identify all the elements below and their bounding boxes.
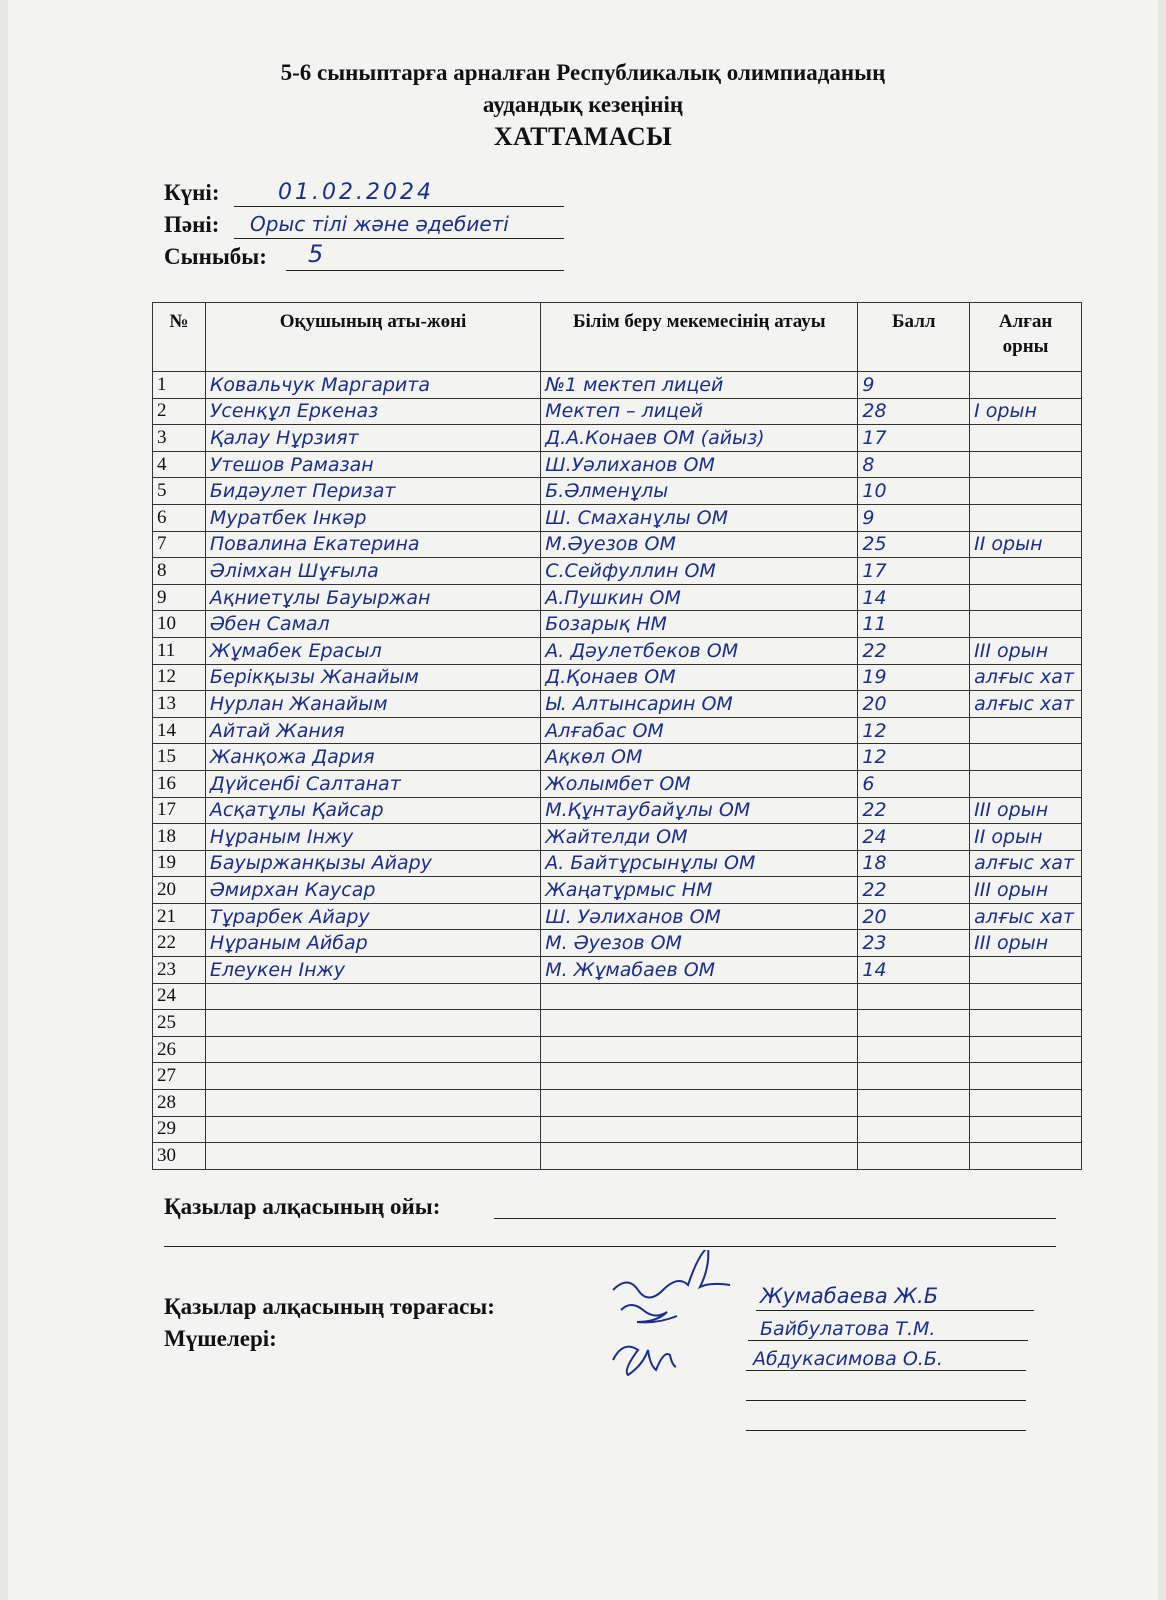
table-row <box>153 1036 1082 1063</box>
student-name: Жанқожа Дария <box>205 744 540 771</box>
student-name: Нұраным Інжу <box>205 824 540 851</box>
place: алғыс хат <box>970 691 1082 718</box>
row-number: 12 <box>153 664 206 691</box>
results-table <box>152 302 1082 1170</box>
student-name: Әмирхан Каусар <box>205 877 540 904</box>
row-number: 11 <box>153 637 206 664</box>
place <box>970 744 1082 771</box>
school-name: №1 мектеп лицей <box>541 372 858 399</box>
student-name: Тұрарбек Айару <box>205 903 540 930</box>
place <box>970 611 1082 638</box>
school-name: М. Жұмабаев ОМ <box>541 957 858 984</box>
row-number: 30 <box>153 1143 206 1170</box>
student-name: Бауыржанқызы Айару <box>205 850 540 877</box>
score: 9 <box>858 504 970 531</box>
row-number: 17 <box>153 797 206 824</box>
place: III орын <box>970 637 1082 664</box>
place <box>970 504 1082 531</box>
score: 9 <box>858 372 970 399</box>
student-name: Әлімхан Шұғыла <box>205 558 540 585</box>
row-number: 4 <box>153 451 206 478</box>
member-2-name: Абдукасимова О.Б. <box>753 1348 943 1370</box>
score: 22 <box>858 637 970 664</box>
row-number: 5 <box>153 478 206 505</box>
student-name: Повалина Екатерина <box>205 531 540 558</box>
chair-label: Қазылар алқасының төрағасы: <box>164 1294 495 1319</box>
score: 23 <box>858 930 970 957</box>
row-number: 21 <box>153 903 206 930</box>
school-name: Ақкөл ОМ <box>541 744 858 771</box>
place: алғыс хат <box>970 850 1082 877</box>
student-name: Утешов Рамазан <box>205 451 540 478</box>
subject-label: Пәні: <box>164 212 220 237</box>
school-name: А.Пушкин ОМ <box>541 584 858 611</box>
score: 19 <box>858 664 970 691</box>
school-name: Бозарық НМ <box>541 611 858 638</box>
table-row <box>153 691 1082 718</box>
col-header-place: Алған орны <box>970 303 1082 372</box>
school-name: Жолымбет ОМ <box>541 770 858 797</box>
student-name: Жұмабек Ерасыл <box>205 637 540 664</box>
table-row <box>153 531 1082 558</box>
score: 14 <box>858 584 970 611</box>
score: 22 <box>858 797 970 824</box>
score: 22 <box>858 877 970 904</box>
table-row <box>153 850 1082 877</box>
school-name <box>541 1063 858 1090</box>
student-name <box>205 1063 540 1090</box>
member-3-line <box>746 1400 1026 1401</box>
score <box>858 1090 970 1117</box>
jury-opinion-line-1 <box>494 1218 1056 1219</box>
row-number: 26 <box>153 1036 206 1063</box>
score <box>858 1036 970 1063</box>
score: 10 <box>858 478 970 505</box>
row-number: 19 <box>153 850 206 877</box>
student-name: Ақниетұлы Бауыржан <box>205 584 540 611</box>
place <box>970 584 1082 611</box>
member-1-name: Байбулатова Т.М. <box>760 1318 936 1340</box>
jury-opinion-label: Қазылар алқасының ойы: <box>164 1194 441 1219</box>
school-name: Д.А.Конаев ОМ (айыз) <box>541 425 858 452</box>
chair-line <box>756 1310 1034 1311</box>
score: 25 <box>858 531 970 558</box>
table-row <box>153 824 1082 851</box>
place <box>970 478 1082 505</box>
place <box>970 558 1082 585</box>
place <box>970 451 1082 478</box>
row-number: 8 <box>153 558 206 585</box>
row-number: 22 <box>153 930 206 957</box>
school-name <box>541 1010 858 1037</box>
table-row <box>153 425 1082 452</box>
student-name: Айтай Жания <box>205 717 540 744</box>
school-name: Мектеп – лицей <box>541 398 858 425</box>
place <box>970 717 1082 744</box>
place: III орын <box>970 797 1082 824</box>
score: 17 <box>858 425 970 452</box>
place: II орын <box>970 531 1082 558</box>
doc-title: ХАТТАМАСЫ <box>493 122 673 151</box>
place <box>970 770 1082 797</box>
col-header-number: № <box>153 303 206 372</box>
score <box>858 1116 970 1143</box>
table-row <box>153 1116 1082 1143</box>
school-name <box>541 1143 858 1170</box>
table-row <box>153 957 1082 984</box>
row-number: 2 <box>153 398 206 425</box>
table-row <box>153 717 1082 744</box>
place <box>970 1090 1082 1117</box>
student-name: Елеукен Інжу <box>205 957 540 984</box>
score: 28 <box>858 398 970 425</box>
score: 14 <box>858 957 970 984</box>
doc-title-line2: аудандық кезеңінің <box>482 92 684 117</box>
school-name: А. Дәулетбеков ОМ <box>541 637 858 664</box>
score: 24 <box>858 824 970 851</box>
grade-value: 5 <box>308 240 324 268</box>
row-number: 27 <box>153 1063 206 1090</box>
grade-label: Сыныбы: <box>164 244 267 269</box>
member-2-line <box>746 1370 1026 1371</box>
table-row <box>153 1143 1082 1170</box>
table-body <box>153 372 1082 1170</box>
table-row <box>153 1090 1082 1117</box>
table-row <box>153 504 1082 531</box>
school-name: Ш. Уәлиханов ОМ <box>541 903 858 930</box>
score: 6 <box>858 770 970 797</box>
table-row <box>153 637 1082 664</box>
subject-underline <box>234 238 564 239</box>
student-name: Дүйсенбі Салтанат <box>205 770 540 797</box>
row-number: 14 <box>153 717 206 744</box>
place <box>970 1143 1082 1170</box>
school-name <box>541 1090 858 1117</box>
row-number: 24 <box>153 983 206 1010</box>
table-row <box>153 797 1082 824</box>
row-number: 23 <box>153 957 206 984</box>
school-name: С.Сейфуллин ОМ <box>541 558 858 585</box>
student-name <box>205 1116 540 1143</box>
school-name: Жаңатұрмыс НМ <box>541 877 858 904</box>
row-number: 9 <box>153 584 206 611</box>
date-label: Күні: <box>164 180 220 205</box>
student-name: Нурлан Жанайым <box>205 691 540 718</box>
row-number: 13 <box>153 691 206 718</box>
student-name: Бидәулет Перизат <box>205 478 540 505</box>
row-number: 10 <box>153 611 206 638</box>
school-name: Д.Қонаев ОМ <box>541 664 858 691</box>
school-name <box>541 983 858 1010</box>
place <box>970 983 1082 1010</box>
student-name: Муратбек Інкәр <box>205 504 540 531</box>
place: алғыс хат <box>970 664 1082 691</box>
place: II орын <box>970 824 1082 851</box>
school-name: А. Байтұрсынұлы ОМ <box>541 850 858 877</box>
table-row <box>153 611 1082 638</box>
row-number: 25 <box>153 1010 206 1037</box>
student-name: Қалау Нұрзият <box>205 425 540 452</box>
school-name: Алғабас ОМ <box>541 717 858 744</box>
row-number: 28 <box>153 1090 206 1117</box>
student-name <box>205 1036 540 1063</box>
row-number: 1 <box>153 372 206 399</box>
score: 20 <box>858 691 970 718</box>
jury-opinion-line-2 <box>164 1246 1056 1247</box>
member-1-line <box>748 1340 1028 1341</box>
members-label: Мүшелері: <box>164 1326 277 1351</box>
score <box>858 1010 970 1037</box>
place <box>970 957 1082 984</box>
student-name: Усенқұл Еркеназ <box>205 398 540 425</box>
student-name: Нұраным Айбар <box>205 930 540 957</box>
score <box>858 1143 970 1170</box>
chair-name: Жумабаева Ж.Б <box>760 1284 939 1308</box>
student-name: Асқатұлы Қайсар <box>205 797 540 824</box>
place <box>970 425 1082 452</box>
score: 12 <box>858 717 970 744</box>
table-row <box>153 744 1082 771</box>
col-header-score: Балл <box>858 303 970 372</box>
subject-value: Орыс тілі және әдебиеті <box>250 212 509 236</box>
table-row <box>153 451 1082 478</box>
student-name <box>205 1143 540 1170</box>
table-row <box>153 930 1082 957</box>
school-name: М. Әуезов ОМ <box>541 930 858 957</box>
school-name <box>541 1036 858 1063</box>
row-number: 16 <box>153 770 206 797</box>
row-number: 15 <box>153 744 206 771</box>
score: 11 <box>858 611 970 638</box>
student-name <box>205 983 540 1010</box>
school-name: Ы. Алтынсарин ОМ <box>541 691 858 718</box>
place: I орын <box>970 398 1082 425</box>
protocol-sheet <box>8 0 1158 1600</box>
doc-title-line1: 5-6 сыныптарға арналған Республикалық олимпиаданың <box>280 60 886 85</box>
signature-scribbles <box>603 1250 753 1390</box>
student-name: Берікқызы Жанайым <box>205 664 540 691</box>
table-header-row <box>153 303 1082 372</box>
row-number: 20 <box>153 877 206 904</box>
school-name <box>541 1116 858 1143</box>
place <box>970 372 1082 399</box>
student-name: Әбен Самал <box>205 611 540 638</box>
row-number: 3 <box>153 425 206 452</box>
row-number: 18 <box>153 824 206 851</box>
col-header-school: Білім беру мекемесінің атауы <box>541 303 858 372</box>
student-name <box>205 1090 540 1117</box>
table-row <box>153 398 1082 425</box>
score: 20 <box>858 903 970 930</box>
member-4-line <box>746 1430 1026 1431</box>
row-number: 7 <box>153 531 206 558</box>
place: III орын <box>970 877 1082 904</box>
student-name <box>205 1010 540 1037</box>
school-name: Ш.Уәлиханов ОМ <box>541 451 858 478</box>
table-row <box>153 584 1082 611</box>
score: 18 <box>858 850 970 877</box>
place <box>970 1116 1082 1143</box>
table-row <box>153 983 1082 1010</box>
table-row <box>153 478 1082 505</box>
place <box>970 1010 1082 1037</box>
school-name: Жайтелди ОМ <box>541 824 858 851</box>
student-name: Ковальчук Маргарита <box>205 372 540 399</box>
table-row <box>153 372 1082 399</box>
score: 8 <box>858 451 970 478</box>
col-header-name: Оқушының аты-жөні <box>205 303 540 372</box>
school-name: Ш. Смаханұлы ОМ <box>541 504 858 531</box>
score <box>858 1063 970 1090</box>
school-name: Б.Әлменұлы <box>541 478 858 505</box>
table-row <box>153 664 1082 691</box>
school-name: М.Әуезов ОМ <box>541 531 858 558</box>
score: 17 <box>858 558 970 585</box>
score <box>858 983 970 1010</box>
school-name: М.Құнтаубайұлы ОМ <box>541 797 858 824</box>
score: 12 <box>858 744 970 771</box>
table-row <box>153 558 1082 585</box>
table-row <box>153 903 1082 930</box>
date-underline <box>234 206 564 207</box>
table-row <box>153 877 1082 904</box>
table-row <box>153 1063 1082 1090</box>
row-number: 29 <box>153 1116 206 1143</box>
place <box>970 1063 1082 1090</box>
place: III орын <box>970 930 1082 957</box>
place: алғыс хат <box>970 903 1082 930</box>
grade-underline <box>286 270 564 271</box>
table-row <box>153 770 1082 797</box>
table-row <box>153 1010 1082 1037</box>
place <box>970 1036 1082 1063</box>
date-value: 01.02.2024 <box>278 180 434 205</box>
row-number: 6 <box>153 504 206 531</box>
